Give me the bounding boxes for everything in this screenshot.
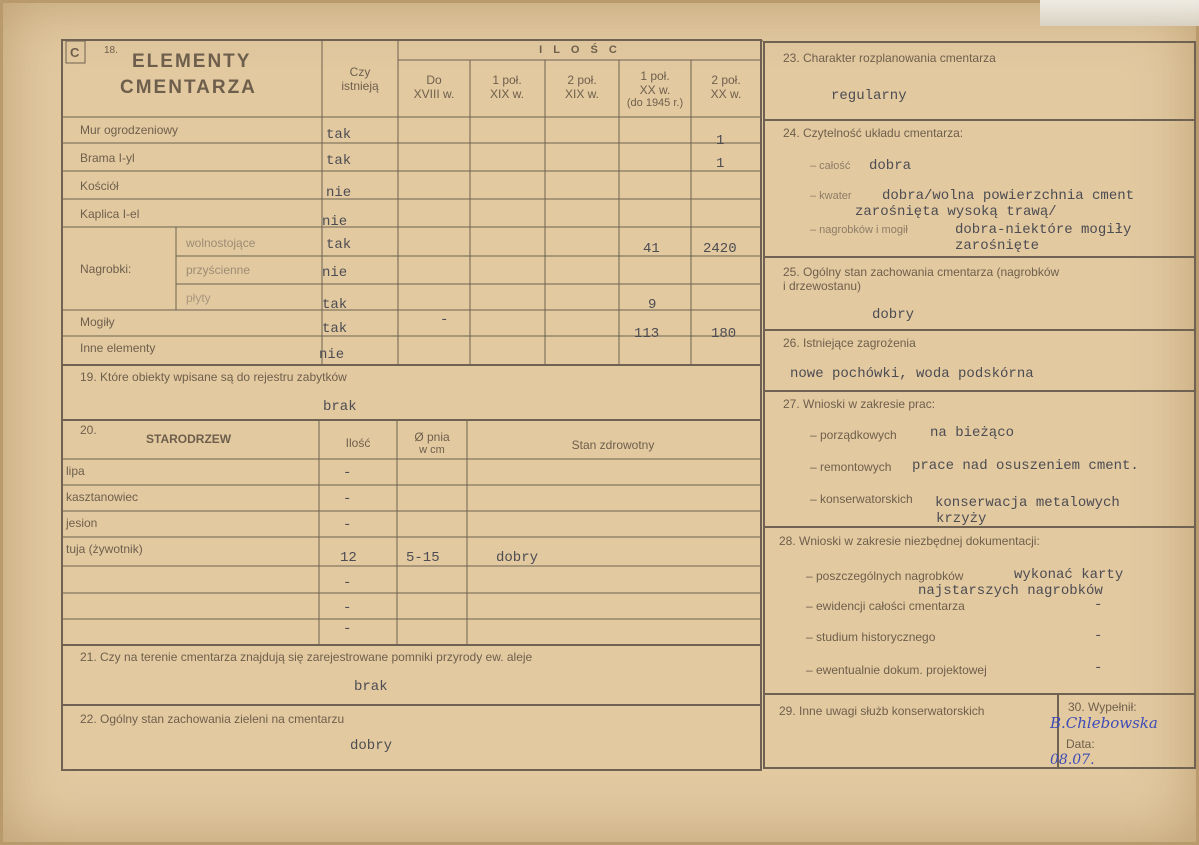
col-czy-istnieja-1: Czy	[349, 65, 371, 79]
row-label-kosciol: Kościół	[80, 179, 119, 193]
s27-porz-value: na bieżąco	[930, 425, 1015, 441]
row-2xx-mogily: 180	[711, 326, 737, 342]
tree-name-kasztanowiec: kasztanowiec	[66, 490, 139, 504]
s28-ewidencji-label: – ewidencji całości cmentarza	[806, 599, 965, 613]
s27-remont-label: – remontowych	[810, 460, 892, 474]
row-czy-plyty: tak	[322, 297, 348, 313]
tree-ilosc-empty-1: -	[343, 575, 352, 591]
tree-ilosc-tuja: 12	[340, 550, 357, 566]
section-23-value: regularny	[831, 88, 907, 104]
section-22-value: dobry	[350, 738, 393, 754]
s24-kwater-value-1: dobra/wolna powierzchnia cment	[882, 188, 1135, 204]
s28-nagrobkow-label: – poszczególnych nagrobków	[806, 569, 964, 583]
section-20-title: STARODRZEW	[146, 432, 232, 446]
section-29-label: 29. Inne uwagi służb konserwatorskich	[779, 704, 985, 718]
row-label-mogily: Mogiły	[80, 315, 115, 329]
section-30-label: 30. Wypełnił:	[1068, 700, 1137, 714]
row-czy-brama: tak	[326, 153, 352, 169]
col-ilosc: I L O Ś C	[539, 44, 621, 56]
s28-nagrobkow-value-2: najstarszych nagrobków	[918, 583, 1103, 599]
tree-name-jesion: jesion	[66, 516, 98, 530]
col-2pol-xx-2: XX w.	[710, 87, 742, 101]
row-2xx-brama: 1	[716, 156, 725, 172]
tree-ilosc-kasztanowiec: -	[343, 491, 352, 507]
s28-nagrobkow-value-1: wykonać karty	[1014, 567, 1124, 583]
row-czy-kosciol: nie	[326, 185, 352, 201]
s24-kwater-value-2: zarośnięta wysoką trawą/	[855, 204, 1057, 220]
col-phi: Ø pnia	[414, 430, 450, 444]
s28-projekt-dash: -	[1094, 660, 1103, 676]
s24-nagrobkow-value-2: zarośnięte	[955, 238, 1040, 254]
tree-ilosc-empty-2: -	[343, 600, 352, 616]
section-title-line2: CMENTARZA	[120, 77, 257, 98]
row-mark-mogily: -	[440, 312, 449, 328]
section-26-label: 26. Istniejące zagrożenia	[783, 336, 916, 350]
row-czy-inne: nie	[319, 347, 345, 363]
section-21-label: 21. Czy na terenie cmentarza znajdują się zarejestrowane pomniki przyrody ew. aleje	[80, 650, 533, 664]
row-2xx-wolnostojace: 2420	[703, 241, 737, 257]
col-ilosc-drzew: Ilość	[345, 436, 371, 450]
col-do-xviii-1: Do	[426, 73, 442, 87]
row-czy-mogily: tak	[322, 321, 348, 337]
section-25-label-1: 25. Ogólny stan zachowania cmentarza (nagrobków	[783, 265, 1060, 279]
s24-calosc-value: dobra	[869, 158, 912, 174]
row-label-plyty: płyty	[186, 291, 211, 305]
col-2pol-xx-1: 2 poł.	[711, 73, 741, 87]
tree-ilosc-lipa: -	[343, 465, 352, 481]
tree-ilosc-jesion: -	[343, 517, 352, 533]
section-22-label: 22. Ogólny stan zachowania zieleni na cmentarzu	[80, 712, 345, 726]
s27-konserw-label: – konserwatorskich	[810, 492, 913, 506]
row-label-inne: Inne elementy	[80, 341, 156, 355]
s27-remont-value: prace nad osuszeniem cment.	[912, 458, 1139, 474]
section-20-number: 20.	[80, 423, 97, 437]
col-phi-cm: w cm	[419, 444, 445, 456]
tree-phi-tuja: 5-15	[406, 550, 440, 566]
section-title-line1: ELEMENTY	[132, 51, 252, 72]
row-1xx-mogily: 113	[634, 326, 660, 342]
col-1pol-xx-2: XX w.	[639, 83, 671, 97]
row-label-kaplica: Kaplica I-el	[80, 207, 140, 221]
section-19-value: brak	[323, 399, 357, 415]
s24-calosc-label: – całość	[810, 160, 851, 172]
tree-ilosc-empty-3: -	[343, 621, 352, 637]
section-26-value: nowe pochówki, woda podskórna	[790, 366, 1034, 382]
col-stan-zdrowotny: Stan zdrowotny	[571, 438, 655, 452]
s24-kwater-label: – kwater	[810, 190, 852, 202]
section-28-label: 28. Wnioski w zakresie niezbędnej dokumentacji:	[779, 534, 1040, 548]
s28-projekt-label: – ewentualnie dokum. projektowej	[806, 663, 987, 677]
row-label-przyscienne: przyścienne	[186, 263, 251, 277]
section-19-label: 19. Które obiekty wpisane są do rejestru zabytków	[80, 370, 347, 384]
tree-name-lipa: lipa	[66, 464, 85, 478]
row-czy-przyscienne: nie	[322, 265, 348, 281]
col-1pol-xx-1: 1 poł.	[640, 69, 670, 83]
col-2pol-xix-2: XIX w.	[564, 87, 600, 101]
s24-nagrobkow-value-1: dobra-niektóre mogiły	[955, 222, 1132, 238]
col-2pol-xix-1: 2 poł.	[567, 73, 597, 87]
section-24-label: 24. Czytelność układu cmentarza:	[783, 126, 964, 140]
row-label-mur: Mur ogrodzeniowy	[80, 123, 179, 137]
section-23-label: 23. Charakter rozplanowania cmentarza	[783, 51, 996, 65]
row-2xx-mur: 1	[716, 133, 725, 149]
s27-porz-label: – porządkowych	[810, 428, 897, 442]
row-label-brama: Brama I-yl	[80, 151, 135, 165]
s28-ewidencji-dash: -	[1094, 597, 1103, 613]
row-1xx-wolnostojace: 41	[643, 241, 660, 257]
col-do-xviii-2: XVIII w.	[413, 87, 455, 101]
s27-konserw-value-2: krzyży	[936, 511, 987, 527]
col-1pol-xix-2: XIX w.	[489, 87, 525, 101]
tree-stan-tuja: dobry	[496, 550, 539, 566]
section-25-value: dobry	[872, 307, 915, 323]
section-letter: C	[70, 45, 80, 60]
date-value: 08.07.	[1050, 752, 1095, 768]
date-label: Data:	[1066, 737, 1095, 751]
s24-nagrobkow-label: – nagrobków i mogił	[810, 224, 908, 236]
row-czy-kaplica: nie	[322, 214, 348, 230]
section-25-label-2: i drzewostanu)	[783, 279, 862, 293]
section-18-number: 18.	[104, 45, 118, 56]
nagrobki-label: Nagrobki:	[80, 262, 132, 276]
s27-konserw-value-1: konserwacja metalowych	[935, 495, 1120, 511]
row-czy-mur: tak	[326, 127, 352, 143]
s28-studium-label: – studium historycznego	[806, 630, 936, 644]
col-1pol-xix-1: 1 poł.	[492, 73, 522, 87]
col-1pol-xx-3: (do 1945 r.)	[626, 97, 684, 109]
row-label-wolnostojace: wolnostojące	[186, 236, 256, 250]
col-czy-istnieja-2: istnieją	[341, 79, 379, 93]
row-czy-wolnostojace: tak	[326, 237, 352, 253]
section-27-label: 27. Wnioski w zakresie prac:	[783, 397, 936, 411]
row-1xx-plyty: 9	[648, 297, 657, 313]
s28-studium-dash: -	[1094, 628, 1103, 644]
tree-name-tuja: tuja (żywotnik)	[66, 542, 143, 556]
section-21-value: brak	[354, 679, 388, 695]
signature: B.Chlebowska	[1050, 714, 1158, 732]
